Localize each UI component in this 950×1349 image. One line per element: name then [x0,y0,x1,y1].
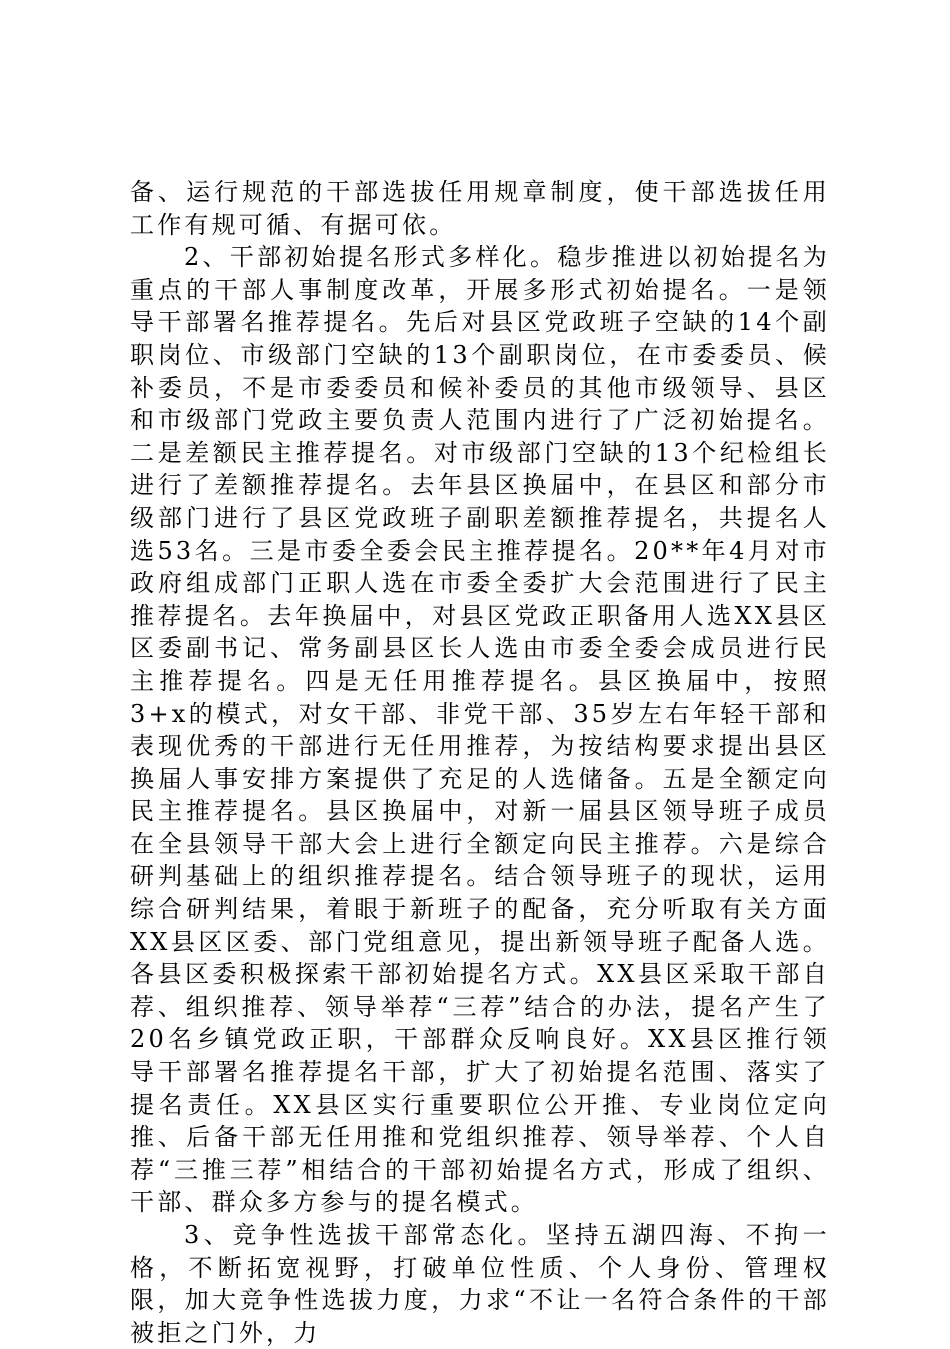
paragraph-competitive-selection: 3、竞争性选拔干部常态化。坚持五湖四海、不拘一格，不断拓宽视野，打破单位性质、个人身份、管理权限，加大竞争性选拔力度，力求“不让一名符合条件的干部被拒之门外，力 [130,1221,830,1347]
paragraph-continuation: 备、运行规范的干部选拔任用规章制度，使干部选拔任用工作有规可循、有据可依。 [130,178,830,239]
paragraph-initial-nomination: 2、干部初始提名形式多样化。稳步推进以初始提名为重点的干部人事制度改革，开展多形式初始提名。一是领导干部署名推荐提名。先后对县区党政班子空缺的14个副职岗位、市级部门空缺的13个副职岗位，在市委委员、候补委员，不是市委委员和候补委员的其他市级领导、县区和市级部门党政主要负责人范围内进行了广泛初始提名。二是差额民主推荐提名。对市级部门空缺的13个纪检组长进行了差额推荐提名。去年县区换届中，在县区和部分市级部门进行了县区党政班子副职差额推荐提名，共提名人选53名。三是市委全委会民主推荐提名。20**年4月对市政府组成部门正职人选在市委全委扩大会范围进行了民主推荐提名。去年换届中，对县区党政正职备用人选XX县区区委副书记、常务副县区长人选由市委全委会成员进行民主推荐提名。四是无任用推荐提名。县区换届中，按照3+x的模式，对女干部、非党干部、35岁左右年轻干部和表现优秀的干部进行无任用推荐，为按结构要求提出县区换届人事安排方案提供了充足的人选储备。五是全额定向民主推荐提名。县区换届中，对新一届县区领导班子成员在全县领导干部大会上进行全额定向民主推荐。六是综合研判基础上的组织推荐提名。结合领导班子的现状，运用综合研判结果，着眼于新班子的配备，充分听取有关方面XX县区区委、部门党组意见，提出新领导班子配备人选。各县区委积极探索干部初始提名方式。XX县区采取干部自荐、组织推荐、领导举荐“三荐”结合的办法，提名产生了20名乡镇党政正职，干部群众反响良好。XX县区推行领导干部署名推荐提名干部，扩大了初始提名范围、落实了提名责任。XX县区实行重要职位公开推、专业岗位定向推、后备干部无任用推和党组织推荐、领导举荐、个人自荐“三推三荐”相结合的干部初始提名方式，形成了组织、干部、群众多方参与的提名模式。 [130,243,830,1217]
document-body [130,176,830,1349]
